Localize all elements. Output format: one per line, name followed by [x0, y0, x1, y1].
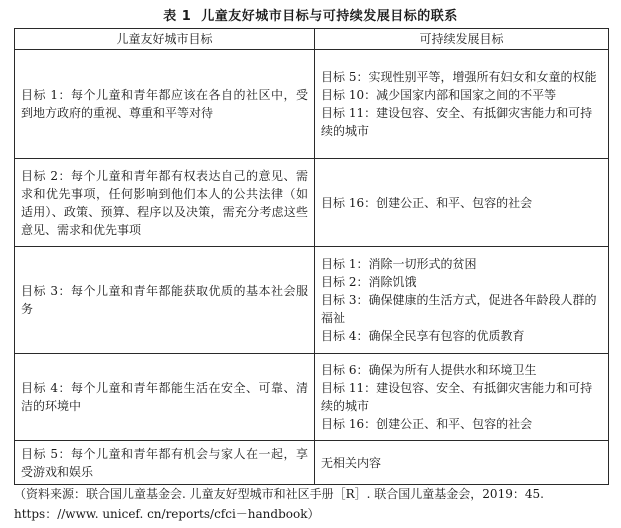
sdg-goal-line: 目标 16：创建公正、和平、包容的社会	[321, 195, 533, 210]
header-child-friendly-goals: 儿童友好城市目标	[15, 29, 315, 50]
header-row	[15, 29, 609, 50]
sdg-cell-5	[315, 441, 609, 485]
child-goal-3: 目标 3：每个儿童和青年都能获取优质的基本社会服务	[15, 247, 315, 354]
header-sdg-goals: 可持续发展目标	[315, 29, 609, 50]
child-goal-5: 目标 5：每个儿童和青年都有机会与家人在一起，享受游戏和娱乐	[15, 441, 315, 485]
sdg-goal-line: 目标 1：消除一切形式的贫困	[321, 257, 477, 271]
sdg-goal-line: 无相关内容	[321, 455, 382, 470]
sdg-cell-1	[315, 50, 609, 159]
sdg-goal-line: 目标 3：确保健康的生活方式，促进各年龄段人群的福祉	[321, 293, 597, 325]
table-title-text: 儿童友好城市目标与可持续发展目标的联系	[201, 9, 458, 24]
sdg-goal-line: 目标 5：实现性别平等，增强所有妇女和女童的权能	[321, 70, 597, 84]
goals-table	[14, 28, 609, 485]
sdg-cell-3	[315, 247, 609, 354]
sdg-goal-line: 目标 2：消除饥饿	[321, 275, 417, 289]
sdg-cell-4	[315, 354, 609, 441]
sdg-goal-line: 目标 11：建设包容、安全、有抵御灾害能力和可持续的城市	[321, 381, 593, 413]
table-row	[15, 354, 609, 441]
sdg-goal-line: 目标 6：确保为所有人提供水和环境卫生	[321, 363, 537, 377]
table-number: 表 1	[163, 9, 192, 24]
child-goal-1: 目标 1：每个儿童和青年都应该在各自的社区中，受到地方政府的重视、尊重和平等对待	[15, 50, 315, 159]
child-goal-4: 目标 4：每个儿童和青年都能生活在安全、可靠、清洁的环境中	[15, 354, 315, 441]
sdg-goal-line: 目标 16：创建公正、和平、包容的社会	[321, 417, 533, 431]
table-row	[15, 247, 609, 354]
table-row	[15, 159, 609, 247]
sdg-goal-line: 目标 11：建设包容、安全、有抵御灾害能力和可持续的城市	[321, 106, 593, 138]
child-goal-2: 目标 2：每个儿童和青年都有权表达自己的意见、需求和优先事项，任何影响到他们本人的公共法律（如适用）、政策、预算、程序以及决策，需充分考虑这些意见、需求和优先事项	[15, 159, 315, 247]
table-row	[15, 441, 609, 485]
sdg-goal-line: 目标 4：确保全民享有包容的优质教育	[321, 329, 525, 343]
sdg-goal-line: 目标 10：减少国家内部和国家之间的不平等	[321, 88, 557, 102]
sdg-cell-2	[315, 159, 609, 247]
source-note: （资料来源：联合国儿童基金会. 儿童友好型城市和社区手册［R］. 联合国儿童基金会，2019：45. https：//www. unicef. cn/reports/cfci－handbook）	[14, 487, 544, 521]
table-title	[0, 5, 621, 24]
table-row	[15, 50, 609, 159]
